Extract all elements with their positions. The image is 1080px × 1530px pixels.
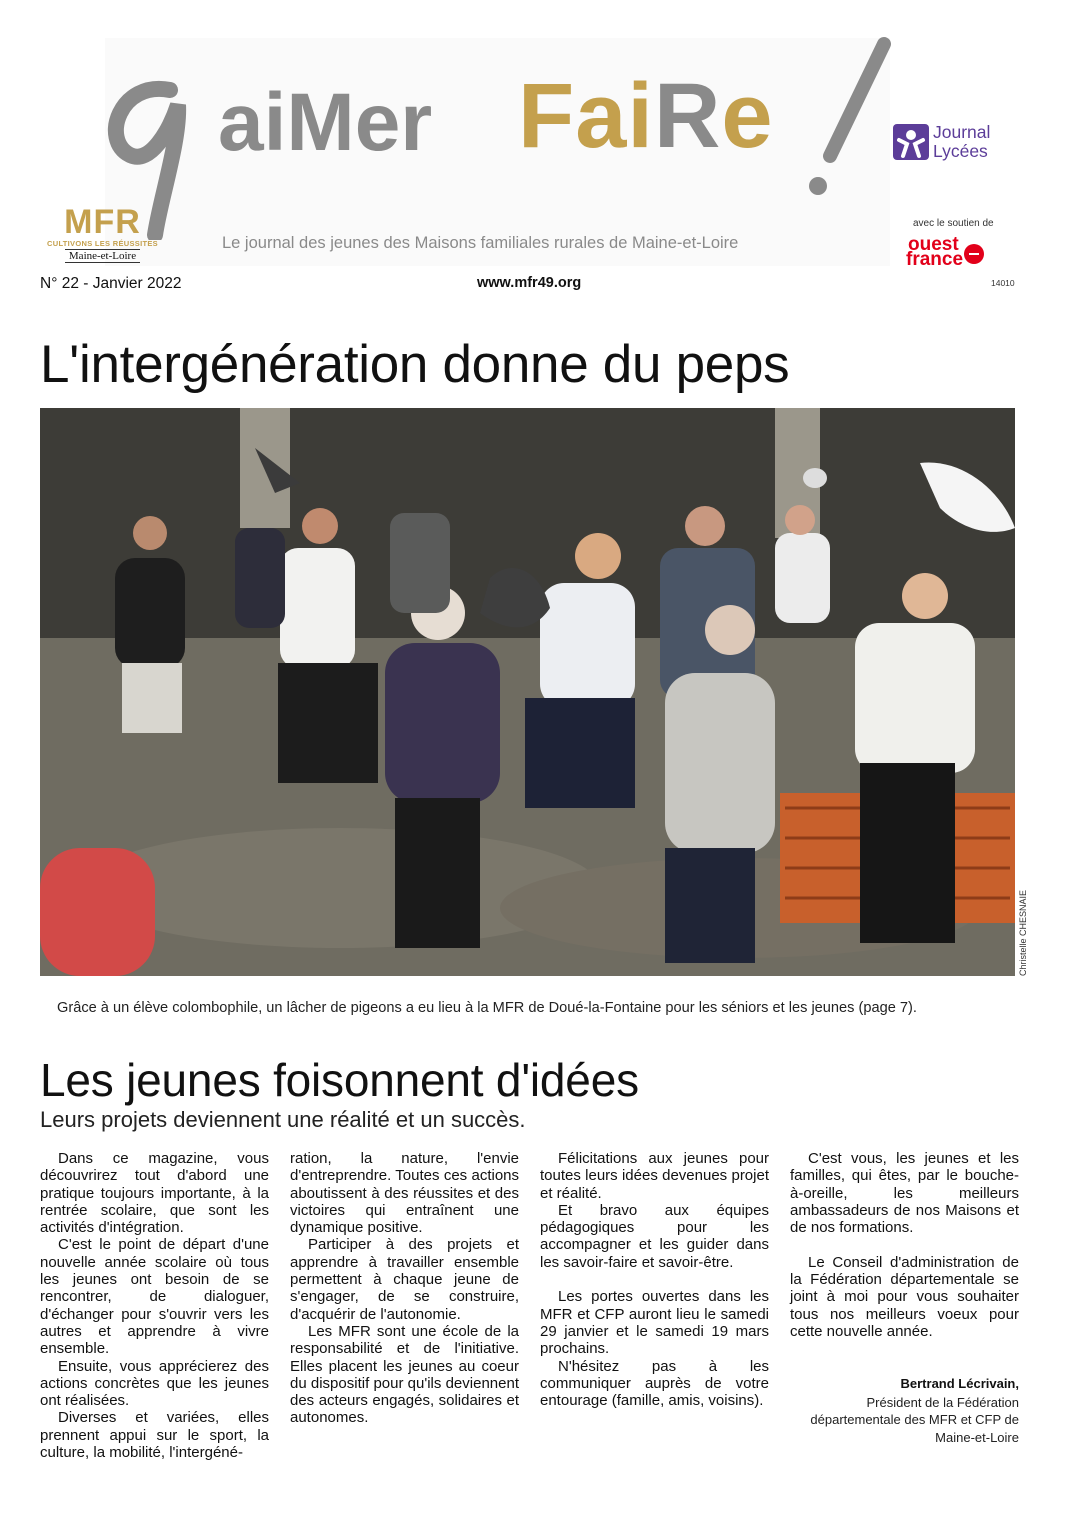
ouest-france-logo	[906, 236, 998, 270]
paragraph: C'est le point de départ d'une nouvelle année scolaire où tous les jeunes ont besoin de se rencontrer, de dialoguer, d'échanger pour s'ouvrir vers les autres et apprendre à vivre ensemble.	[40, 1236, 269, 1358]
paragraph: Participer à des projets et apprendre à travailler ensemble permettent à chaque jeune de s'engager, de se construire, d'acquérir de l'autonomie.	[290, 1236, 519, 1323]
paragraph: N'hésitez pas à les communiquer auprès de votre entourage (famille, amis, voisins).	[540, 1357, 769, 1410]
signature-title: Président de la Fédération départementale des MFR et CFP de Maine-et-Loire	[810, 1395, 1019, 1445]
paragraph: Et bravo aux équipes pédagogiques pour les accompagner et les guider dans les savoir-faire et savoir-être.	[540, 1201, 769, 1271]
journal-des-lycees-logo	[893, 122, 1013, 164]
logo-part2-b: R	[653, 65, 722, 167]
editorial-column-2	[290, 1150, 519, 1427]
issue-number: N° 22 - Janvier 2022	[40, 275, 182, 292]
paragraph: C'est vous, les jeunes et les familles, qui êtes, par le bouche-à-oreille, les meilleurs ambassadeurs de nos Maisons et de nos formations.	[790, 1150, 1019, 1237]
ouest-france-icon	[964, 244, 984, 264]
editorial-column-1	[40, 1150, 269, 1461]
mfr-logo-name: MFR	[64, 203, 141, 241]
partner-logo-line2: Lycées	[933, 141, 988, 161]
logo-part2-c: e	[721, 65, 774, 167]
faire-logo	[518, 65, 774, 167]
paragraph: Le Conseil d'administration de la Fédération départementale se joint à moi pour vous souhaiter tous nos meilleurs voeux pour cette nouvelle année.	[790, 1253, 1019, 1340]
editorial-headline: Les jeunes foisonnent d'idées	[40, 1054, 639, 1106]
photo-credit: Christelle CHESNAIE	[1018, 889, 1028, 976]
paragraph: Les MFR sont une école de la responsabilité et de l'initiative. Elles placent les jeunes au coeur du dispositif pour qu'ils deviennent des acteurs engagés, solidaires et autonomes.	[290, 1322, 519, 1427]
logo-part2-a: Fai	[518, 65, 654, 167]
signature-name: Bertrand Lécrivain,	[900, 1376, 1019, 1391]
website-link[interactable]: www.mfr49.org	[477, 275, 582, 291]
paragraph: Dans ce magazine, vous découvrirez tout d'abord une pratique toujours importante, à la rentrée scolaire, que sont les activités d'intégration.	[40, 1150, 269, 1237]
editorial-column-4	[790, 1150, 1019, 1340]
sponsor-logo-line1: ouest	[908, 234, 959, 255]
paragraph: Les portes ouvertes dans les MFR et CFP auront lieu le samedi 29 janvier et le samedi 19 mars prochains.	[540, 1288, 769, 1358]
mfr-logo	[40, 205, 165, 270]
lead-headline: L'intergénération donne du peps	[40, 335, 790, 394]
editorial-column-3	[540, 1150, 769, 1409]
journal-lycees-icon	[893, 124, 929, 160]
editorial-subheadline: Leurs projets deviennent une réalité et un succès.	[40, 1107, 526, 1132]
paragraph: Diverses et variées, elles prennent appui sur le sport, la culture, la mobilité, l'intergéné-	[40, 1409, 269, 1462]
paragraph: Félicitations aux jeunes pour toutes leurs idées devenues projet et réalité.	[540, 1150, 769, 1202]
sponsor-logo-line2: france	[906, 249, 964, 270]
masthead-tagline: Le journal des jeunes des Maisons familiales rurales de Maine-et-Loire	[222, 234, 739, 252]
mfr-logo-slogan: CULTIVONS LES RÉUSSITES	[47, 239, 158, 248]
issue-code: 14010	[991, 278, 1015, 288]
support-text: avec le soutien de	[913, 218, 994, 229]
paragraph: ration, la nature, l'envie d'entreprendre. Toutes ces actions aboutissent à des réussites et des victoires qui entraînent une dynamique positive.	[290, 1150, 519, 1237]
mfr-logo-region: Maine-et-Loire	[65, 249, 140, 263]
paragraph: Ensuite, vous apprécierez des actions concrètes que les jeunes ont réalisées.	[40, 1357, 269, 1410]
pigeon-release-photo	[40, 408, 1015, 976]
photo-caption: Grâce à un élève colombophile, un lâcher de pigeons a eu lieu à la MFR de Doué-la-Fontaine pour les séniors et les jeunes (page 7).	[57, 1000, 917, 1016]
logo-part1: aiMer	[218, 77, 433, 168]
lead-photo	[40, 408, 1015, 976]
exclamation-mark	[800, 36, 900, 206]
partner-logo-line1: Journal	[933, 122, 991, 142]
